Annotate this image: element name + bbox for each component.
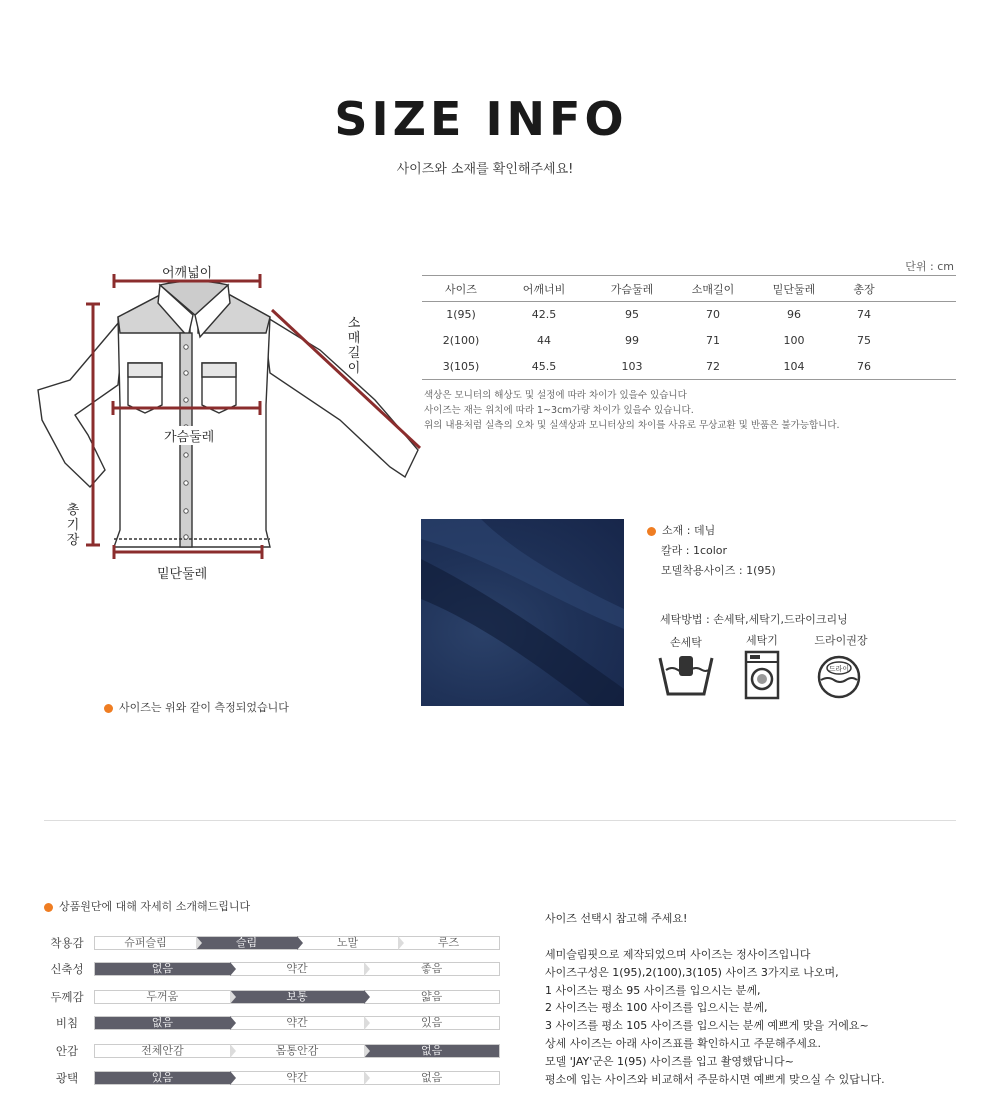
table-cell: 71 — [706, 334, 720, 347]
wash-method: 세탁방법 : 손세탁,세탁기,드라이크리닝 — [660, 613, 848, 626]
fabric-fold-shading — [421, 519, 624, 706]
chevron-right-icon — [230, 1071, 236, 1085]
guide-line: 세미슬림핏으로 제작되었으며 사이즈는 정사이즈입니다 — [545, 948, 811, 961]
fabric-option — [230, 1045, 365, 1057]
guide-line: 3 사이즈를 평소 105 사이즈를 입으시는 분께 예쁘게 맞을 거에요~ — [545, 1019, 869, 1033]
fabric-option — [95, 1045, 230, 1057]
fabric-property-label: 비침 — [55, 1016, 79, 1030]
table-cell: 76 — [857, 359, 871, 373]
table-header-cell: 총장 — [853, 282, 875, 296]
measure-note-text: 사이즈는 위와 같이 측정되었습니다 — [119, 701, 289, 714]
bullet-dot-icon — [44, 903, 53, 912]
table-cell: 2(100) — [442, 334, 480, 347]
chevron-right-icon — [297, 936, 303, 950]
sleeve-label-char: 길 — [347, 346, 361, 361]
material-line — [647, 521, 776, 541]
table-cell: 74 — [857, 308, 871, 322]
guide-line: 모델 'JAY'군은 1(95) 사이즈를 입고 촬영했답니다~ — [545, 1054, 794, 1068]
unit-label: 단위 : cm — [905, 260, 954, 273]
fabric-option-label: 없음 — [421, 1071, 443, 1084]
fabric-option-label: 슈퍼슬림 — [124, 936, 167, 949]
material-text: 소재 : 데님 — [662, 524, 716, 537]
size-guide-title: 사이즈 선택시 참고해 주세요! — [545, 912, 688, 925]
shirt-measurement-diagram — [30, 255, 430, 595]
table-header-cell: 밑단둘레 — [772, 282, 816, 296]
fabric-property-label: 착용감 — [50, 936, 84, 950]
chevron-right-icon — [230, 1016, 236, 1030]
fabric-option — [95, 937, 196, 949]
guide-line: 평소에 입는 사이즈와 비교해서 주문하시면 예쁘게 맞으실 수 있답니다. — [545, 1072, 885, 1086]
fabric-option-label: 보통 — [286, 990, 308, 1003]
fabric-option-label: 몸통안감 — [275, 1044, 319, 1057]
size-table — [422, 275, 956, 380]
guide-line: 사이즈구성은 1(95),2(100),3(105) 사이즈 3가지로 나오며, — [545, 965, 839, 979]
washing-machine-label: 세탁기 — [746, 634, 778, 647]
fabric-property-scale — [94, 1016, 500, 1030]
fabric-option — [297, 937, 398, 949]
table-cell: 44 — [537, 334, 551, 347]
note-line: 색상은 모니터의 해상도 및 설정에 따라 차이가 있을수 있습니다 — [424, 390, 687, 401]
dry-clean-label: 드라이권장 — [814, 634, 868, 647]
chevron-right-icon — [364, 962, 370, 976]
hand-wash-label: 손세탁 — [670, 636, 702, 649]
table-cell: 72 — [706, 359, 720, 373]
bullet-dot-icon — [647, 527, 656, 536]
fabric-option-label: 있음 — [151, 1071, 173, 1084]
note-line: 위의 내용처럼 실측의 오차 및 실색상과 모니터상의 차이를 사유로 무상교환 및 반품은 불가능합니다. — [424, 420, 840, 431]
chevron-right-icon — [230, 1044, 236, 1058]
table-cell: 45.5 — [531, 359, 557, 373]
washing-machine-icon — [744, 650, 780, 700]
table-cell: 99 — [625, 334, 639, 347]
chevron-right-icon — [230, 962, 236, 976]
fabric-property-scale — [94, 990, 500, 1004]
model-size-line: 모델착용사이즈 : 1(95) — [661, 564, 776, 577]
fabric-property-label: 신축성 — [50, 962, 84, 976]
chevron-right-icon — [364, 1016, 370, 1030]
fabric-option-label: 있음 — [421, 1016, 443, 1029]
fabric-option-label: 없음 — [151, 962, 173, 975]
fabric-heading-text: 상품원단에 대해 자세히 소개해드립니다 — [59, 900, 251, 913]
hand-wash-icon — [658, 652, 714, 698]
fabric-property-scale — [94, 1044, 500, 1058]
guide-line: 2 사이즈는 평소 100 사이즈를 입으시는 분께, — [545, 1001, 768, 1015]
fabric-property-scale — [94, 1071, 500, 1085]
length-label-char: 기 — [66, 518, 80, 533]
sleeve-label-char: 매 — [347, 331, 361, 346]
chevron-right-icon — [398, 936, 404, 950]
note-line: 사이즈는 재는 위치에 따라 1~3cm가량 차이가 있을수 있습니다. — [424, 405, 694, 416]
hem-label: 밑단둘레 — [157, 567, 208, 582]
table-cell: 103 — [621, 359, 643, 373]
table-cell: 1(95) — [446, 308, 476, 322]
fabric-option-label: 슬림 — [235, 936, 258, 949]
sleeve-length-label — [347, 316, 361, 376]
fabric-option-label: 얇음 — [421, 990, 443, 1003]
fabric-property-row — [40, 1043, 500, 1059]
bullet-dot-icon — [104, 704, 113, 713]
fabric-option — [230, 1017, 365, 1029]
chest-label: 가슴둘레 — [162, 426, 216, 445]
shoulder-width-label: 어깨넓이 — [162, 266, 213, 281]
dry-clean-icon-text: 드라이 — [828, 665, 850, 673]
shirt-illustration — [38, 281, 418, 547]
fabric-option — [230, 963, 365, 975]
fabric-option-label: 노말 — [336, 936, 359, 949]
table-cell: 95 — [625, 308, 639, 322]
length-label-char: 장 — [66, 533, 80, 548]
fabric-option — [398, 937, 499, 949]
fabric-option-label: 두꺼움 — [146, 990, 179, 1003]
table-cell: 70 — [706, 308, 720, 322]
fabric-property-scale — [94, 962, 500, 976]
dry-clean-icon — [816, 654, 862, 700]
length-label-char: 총 — [66, 503, 80, 518]
page-subtitle: 사이즈와 소재를 확인해주세요! — [396, 162, 574, 177]
guide-line: 1 사이즈는 평소 95 사이즈를 입으시는 분께, — [545, 983, 761, 997]
fabric-option-selected — [95, 1072, 230, 1084]
fabric-option-label: 약간 — [286, 1016, 308, 1029]
fabric-option — [364, 991, 499, 1003]
fabric-property-row — [40, 1015, 500, 1031]
chevron-right-icon — [230, 990, 236, 1004]
table-cell: 3(105) — [442, 359, 480, 373]
table-row — [422, 328, 956, 354]
size-notes — [424, 388, 840, 433]
chevron-right-icon — [364, 1044, 370, 1058]
sleeve-label-char: 소 — [347, 316, 361, 331]
size-guide — [545, 946, 885, 1088]
table-cell: 100 — [783, 334, 805, 347]
fabric-option — [364, 1017, 499, 1029]
fabric-property-row — [40, 989, 500, 1005]
table-header-cell — [890, 276, 956, 302]
page-title: SIZE INFO — [334, 92, 628, 146]
fabric-option — [230, 1072, 365, 1084]
chevron-right-icon — [364, 990, 370, 1004]
table-header-cell: 사이즈 — [445, 282, 477, 296]
measure-note — [104, 699, 289, 715]
fabric-option-label: 약간 — [286, 962, 308, 975]
fabric-option-selected — [95, 1017, 230, 1029]
chevron-right-icon — [196, 936, 202, 950]
table-header-cell: 가슴둘레 — [610, 282, 654, 296]
section-divider — [44, 820, 956, 821]
fabric-option-label: 약간 — [286, 1071, 308, 1084]
fabric-property-row — [40, 961, 500, 977]
table-cell: 42.5 — [531, 308, 557, 322]
fabric-option-selected — [230, 991, 365, 1003]
table-cell: 96 — [787, 308, 801, 322]
table-cell — [890, 302, 956, 328]
fabric-property-scale — [94, 936, 500, 950]
fabric-heading — [44, 898, 250, 914]
table-header-cell: 어깨너비 — [522, 282, 566, 296]
product-info-list — [647, 521, 776, 581]
color-line: 칼라 : 1color — [661, 544, 728, 557]
fabric-option-label: 없음 — [421, 1044, 443, 1057]
fabric-property-label: 광택 — [55, 1071, 79, 1085]
total-length-label — [66, 503, 80, 548]
guide-line: 상세 사이즈는 아래 사이즈표를 확인하시고 주문해주세요. — [545, 1036, 822, 1050]
table-cell — [890, 354, 956, 380]
fabric-property-label: 안감 — [55, 1044, 79, 1058]
table-cell — [890, 328, 956, 354]
fabric-property-label: 두께감 — [50, 990, 84, 1004]
fabric-option — [364, 1072, 499, 1084]
fabric-option-label: 좋음 — [421, 962, 443, 975]
fabric-option — [364, 963, 499, 975]
sleeve-label-char: 이 — [347, 361, 361, 376]
table-cell: 75 — [857, 334, 871, 347]
fabric-property-row — [40, 1070, 500, 1086]
table-header-row — [422, 276, 956, 302]
fabric-option — [95, 991, 230, 1003]
fabric-option-selected — [196, 937, 297, 949]
fabric-option-selected — [364, 1045, 499, 1057]
fabric-option-label: 없음 — [151, 1016, 173, 1029]
fabric-option-label: 루즈 — [437, 936, 460, 949]
fabric-swatch-image — [421, 519, 624, 706]
table-row — [422, 302, 956, 328]
fabric-option-selected — [95, 963, 230, 975]
fabric-property-row — [40, 935, 500, 951]
table-row — [422, 354, 956, 380]
chevron-right-icon — [364, 1071, 370, 1085]
table-cell: 104 — [783, 359, 805, 373]
table-header-cell: 소매길이 — [691, 282, 735, 296]
fabric-option-label: 전체안감 — [141, 1044, 184, 1057]
